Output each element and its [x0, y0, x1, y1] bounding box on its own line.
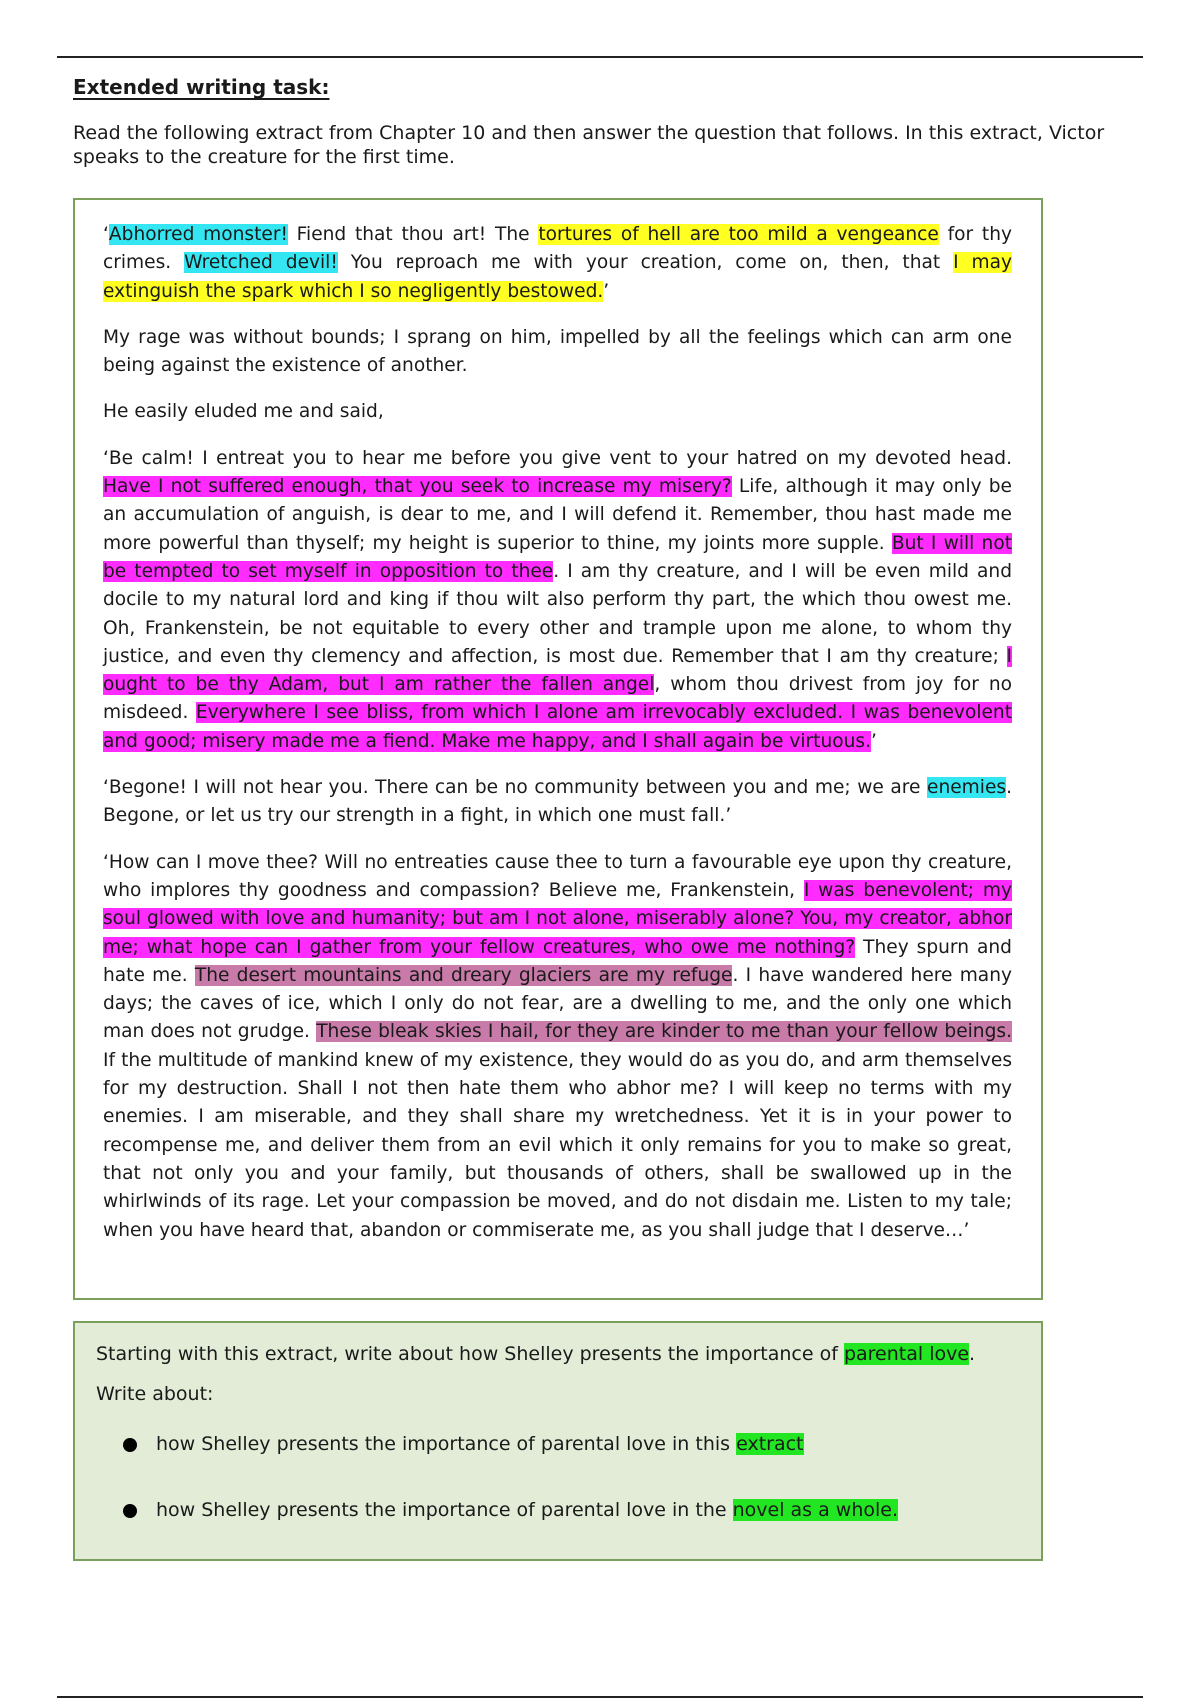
text-segment: Fiend that thou art! The — [287, 224, 539, 245]
extract-paragraph — [103, 774, 1012, 831]
highlighted-phrase: Everywhere I see bliss, from which I alone am irrevocably excluded. I was benevolent and good; misery made me a fiend. Make me happy, and I shall again be virtuous. — [103, 702, 1012, 752]
task-bullet — [96, 1496, 1021, 1524]
extract-paragraph — [103, 398, 1012, 426]
text-segment: Life, although it may only be an accumulation of anguish, is dear to me, and I will defend it. Remember, thou hast made me more powerful than thyself; my height is superior to thine, my joints more supple. — [103, 476, 1012, 554]
extract-box — [73, 198, 1043, 1300]
bullet-dot-icon — [123, 1504, 137, 1518]
text-segment: ‘Be calm! I entreat you to hear me before you give vent to your hatred on my devoted head. — [103, 447, 1012, 469]
page-heading: Extended writing task: — [73, 75, 330, 99]
task-prompt-highlight: parental love — [843, 1343, 970, 1365]
extract-paragraph — [103, 221, 1012, 306]
extract-paragraph — [103, 849, 1012, 1245]
task-prompt — [96, 1340, 1021, 1368]
highlighted-phrase: These bleak skies I hail, for they are kinder to me than your fellow beings. — [316, 1021, 1012, 1043]
bullet-highlight: novel as a whole. — [732, 1499, 899, 1521]
text-segment: ‘Begone! I will not hear you. There can be no community between you and me; we are — [103, 777, 927, 799]
top-rule — [57, 56, 1143, 58]
extract-paragraph — [103, 445, 1012, 756]
highlighted-phrase: tortures of hell are too mild a vengeance — [538, 224, 939, 245]
text-segment: , whom thou drivest from joy for no misdeed. — [103, 674, 1012, 724]
highlighted-phrase: But I will not be tempted to set myself in opposition to thee — [103, 532, 1012, 582]
bullet-highlight: extract — [736, 1433, 804, 1455]
task-prompt-end: . — [969, 1343, 976, 1365]
task-prompt-text: Starting with this extract, write about how Shelley presents the importance of — [96, 1343, 844, 1365]
task-bullet — [96, 1430, 1021, 1458]
task-box — [73, 1321, 1043, 1561]
text-segment: . I have wandered here many days; the caves of ice, which I only do not fear, are a dwelling to me, and the only one which man does not grudge. — [103, 964, 1012, 1043]
text-segment: ’ — [870, 730, 877, 752]
task-bullet-list — [96, 1430, 1021, 1524]
text-segment: ‘ — [103, 224, 109, 245]
write-about-label: Write about: — [96, 1383, 214, 1405]
text-segment: for thy crimes. — [103, 224, 1012, 274]
highlighted-phrase: I ought to be thy Adam, but I am rather the fallen angel — [103, 645, 1012, 696]
text-segment: If the multitude of mankind knew of my existence, they would do as you do, and arm themselves for my destruction. Shall I not then hate them who abhor me? I will keep no terms with my enemies. I am miserable, and they shall share my wretchedness. Yet it is in your power to recompense me, and deliver them from an evil which it only remains for you to make so great, that not only you and your family, but thousands of others, shall be swallowed up in the whirlwinds of its rage. Let your compassion be moved, and do not disdain me. Listen to my tale; when you have heard that, abandon or commiserate me, as you shall judge that I deserve…’ — [103, 1049, 1012, 1241]
bullet-text: how Shelley presents the importance of parental love in this — [156, 1433, 737, 1455]
extract-paragraph — [103, 324, 1012, 381]
bullet-text: how Shelley presents the importance of parental love in the — [156, 1499, 733, 1521]
intro-text: Read the following extract from Chapter 10 and then answer the question that follows. In this extract, Victor speaks to the creature for the first time. — [73, 122, 1105, 168]
text-segment: They spurn and hate me. — [103, 936, 1012, 986]
highlighted-phrase: Have I not suffered enough, that you seek to increase my misery? — [103, 476, 732, 498]
text-segment: You reproach me with your creation, come on, then, that — [337, 252, 954, 274]
highlighted-phrase: I was benevolent; my soul glowed with love and humanity; but am I not alone, miserably alone? You, my creator, abhor me; what hope can I gather from your fellow creatures, who owe me nothing? — [103, 879, 1012, 958]
text-segment: My rage was without bounds; I sprang on him, impelled by all the feelings which can arm one being against the existence of another. — [103, 326, 1012, 377]
highlighted-phrase: Wretched devil! — [184, 252, 338, 274]
text-segment: He easily eluded me and said, — [103, 401, 384, 423]
bullet-dot-icon — [123, 1438, 137, 1452]
highlighted-phrase: enemies — [927, 777, 1007, 799]
highlighted-phrase: I may extinguish the spark which I so negligently bestowed. — [103, 252, 1013, 302]
highlighted-phrase: Abhorred monster! — [108, 224, 288, 245]
text-segment: ‘How can I move thee? Will no entreaties cause thee to turn a favourable eye upon thy creature, who implores thy goodness and compassion? Believe me, Frankenstein, — [103, 851, 1012, 901]
bottom-rule — [57, 1696, 1143, 1698]
text-segment: ’ — [603, 280, 610, 302]
text-segment: . I am thy creature, and I will be even mild and docile to my natural lord and king if thou wilt also perform thy part, the which thou owest me. Oh, Frankenstein, be not equitable to every other and trample upon me alone, to whom thy justice, and even thy clemency and affection, is most due. Remember that I am thy creature; — [103, 560, 1012, 667]
highlighted-phrase: The desert mountains and dreary glaciers are my refuge — [194, 964, 733, 986]
text-segment: . Begone, or let us try our strength in a fight, in which one must fall.’ — [103, 777, 1012, 827]
